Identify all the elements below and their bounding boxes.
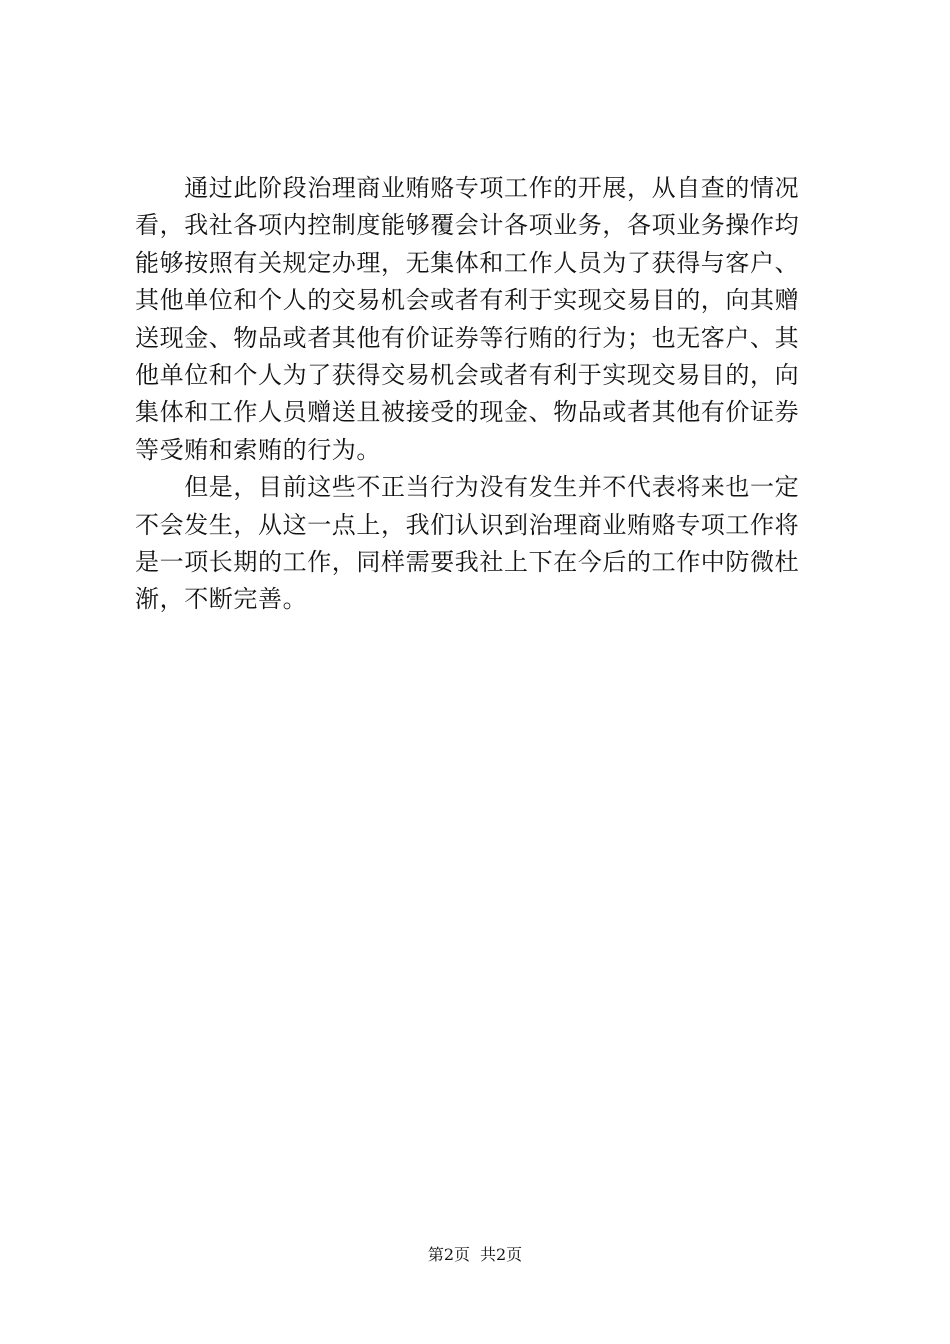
text-line: 等受贿和索贿的行为。 [135,435,381,464]
text-line: 集体和工作人员赠送且被接受的现金、物品或者其他有价证券 [135,398,800,427]
page-footer [0,1244,950,1266]
text-line: 看，我社各项内控制度能够覆会计各项业务，各项业务操作均 [135,211,800,240]
text-line: 是一项长期的工作，同样需要我社上下在今后的工作中防微杜 [135,547,800,576]
text-line: 送现金、物品或者其他有价证券等行贿的行为；也无客户、其 [135,323,800,352]
page-number: 第2页 [427,1245,470,1264]
text-line: 通过此阶段治理商业贿赂专项工作的开展，从自查的情况 [135,174,800,202]
text-line: 渐，不断完善。 [135,585,308,614]
text-line: 其他单位和个人的交易机会或者有利于实现交易目的，向其赠 [135,286,800,315]
text-line: 但是，目前这些不正当行为没有发生并不代表将来也一定 [135,473,800,502]
page-total: 共2页 [480,1245,523,1264]
body-text [135,170,835,619]
text-line: 不会发生，从这一点上，我们认识到治理商业贿赂专项工作将 [135,510,800,539]
text-line: 他单位和个人为了获得交易机会或者有利于实现交易目的，向 [135,360,800,389]
text-line: 能够按照有关规定办理，无集体和工作人员为了获得与客户、 [135,248,800,277]
